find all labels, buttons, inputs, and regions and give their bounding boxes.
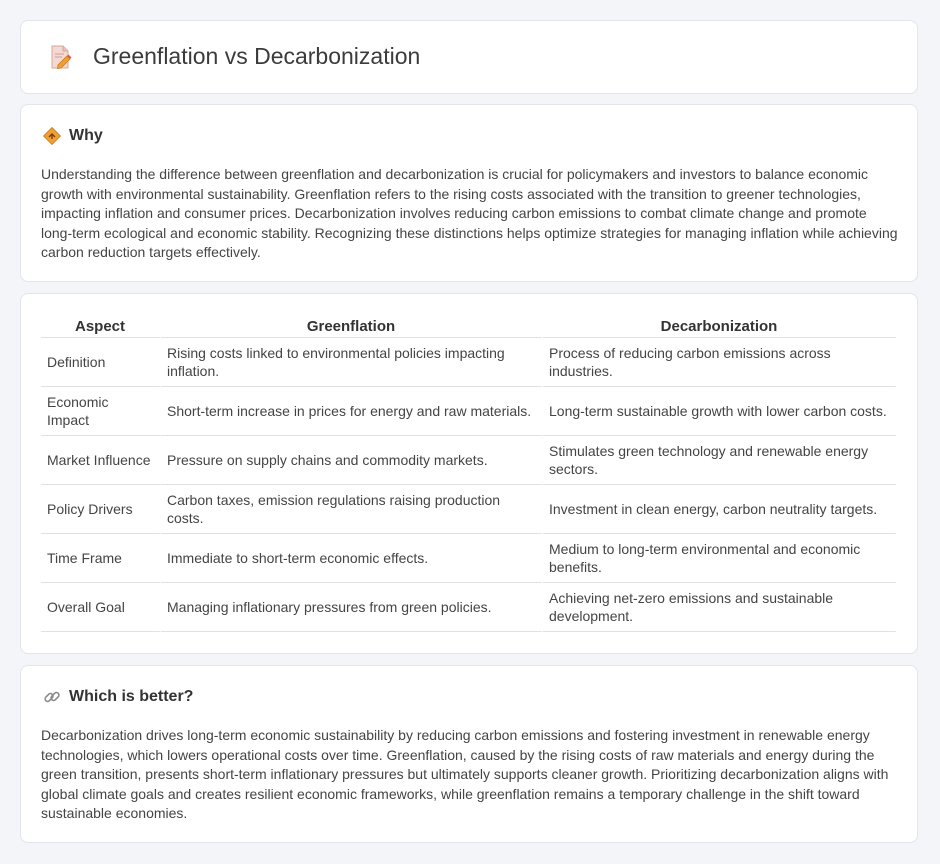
cell-greenflation: Short-term increase in prices for energy and raw materials.: [161, 387, 543, 436]
comparison-card: [20, 293, 918, 654]
header-decarbonization: Decarbonization: [543, 316, 897, 338]
why-text: Understanding the difference between greenflation and decarbonization is crucial for policymakers and investors to balance economic growth with environmental sustainability. Greenflation refers to the rising costs associated with the transition to greener technologies, impacting inflation and consumer prices. Decarbonization involves reducing carbon emissions to combat climate change and promote long-term ecological and economic stability. Recognizing these distinctions helps optimize strategies for managing inflation while achieving carbon reduction targets effectively.: [41, 166, 898, 261]
table-row: [41, 387, 897, 436]
cell-aspect: Overall Goal: [41, 583, 161, 632]
header-aspect: Aspect: [41, 316, 161, 338]
header: [47, 43, 420, 70]
cell-greenflation: Pressure on supply chains and commodity markets.: [161, 436, 543, 485]
table-row: [41, 436, 897, 485]
better-heading: [43, 688, 193, 706]
header-card: [20, 20, 918, 94]
table-row: [41, 534, 897, 583]
cell-greenflation: Carbon taxes, emission regulations raising production costs.: [161, 485, 543, 534]
why-section: [20, 104, 918, 282]
better-text: Decarbonization drives long-term economic sustainability by reducing carbon emissions and fostering investment in renewable energy technologies, which lowers operational costs over time. Greenflation, caused by the rising costs of raw materials and energy during the green transition, presents short-term inflationary pressures but ultimately supports cleaner growth. Prioritizing decarbonization aligns with global climate goals and creates resilient economic frameworks, while greenflation remains a temporary challenge in the shift toward sustainable economies.: [41, 727, 889, 822]
cell-greenflation: Immediate to short-term economic effects.: [161, 534, 543, 583]
cell-decarbonization: Process of reducing carbon emissions across industries.: [543, 338, 897, 387]
page-title: Greenflation vs Decarbonization: [93, 43, 421, 69]
cell-aspect: Definition: [41, 338, 161, 387]
cell-aspect: Time Frame: [41, 534, 161, 583]
cell-decarbonization: Stimulates green technology and renewable energy sectors.: [543, 436, 897, 485]
table-header-row: [41, 316, 897, 338]
comparison-table: [41, 316, 897, 632]
link-icon: [43, 688, 61, 706]
table-row: [41, 338, 897, 387]
header-greenflation: Greenflation: [161, 316, 543, 338]
document-pencil-icon: [47, 44, 73, 70]
why-title: Why: [69, 127, 103, 144]
better-title: Which is better?: [69, 688, 194, 705]
diamond-sign-icon: [43, 127, 61, 145]
cell-decarbonization: Achieving net-zero emissions and sustainable development.: [543, 583, 897, 632]
cell-decarbonization: Medium to long-term environmental and economic benefits.: [543, 534, 897, 583]
cell-aspect: Policy Drivers: [41, 485, 161, 534]
why-heading: [43, 127, 103, 145]
table-row: [41, 485, 897, 534]
cell-decarbonization: Long-term sustainable growth with lower carbon costs.: [543, 387, 897, 436]
cell-decarbonization: Investment in clean energy, carbon neutrality targets.: [543, 485, 897, 534]
which-is-better-section: [20, 665, 918, 843]
cell-greenflation: Rising costs linked to environmental policies impacting inflation.: [161, 338, 543, 387]
cell-aspect: Economic Impact: [41, 387, 161, 436]
cell-greenflation: Managing inflationary pressures from green policies.: [161, 583, 543, 632]
table-row: [41, 583, 897, 632]
cell-aspect: Market Influence: [41, 436, 161, 485]
